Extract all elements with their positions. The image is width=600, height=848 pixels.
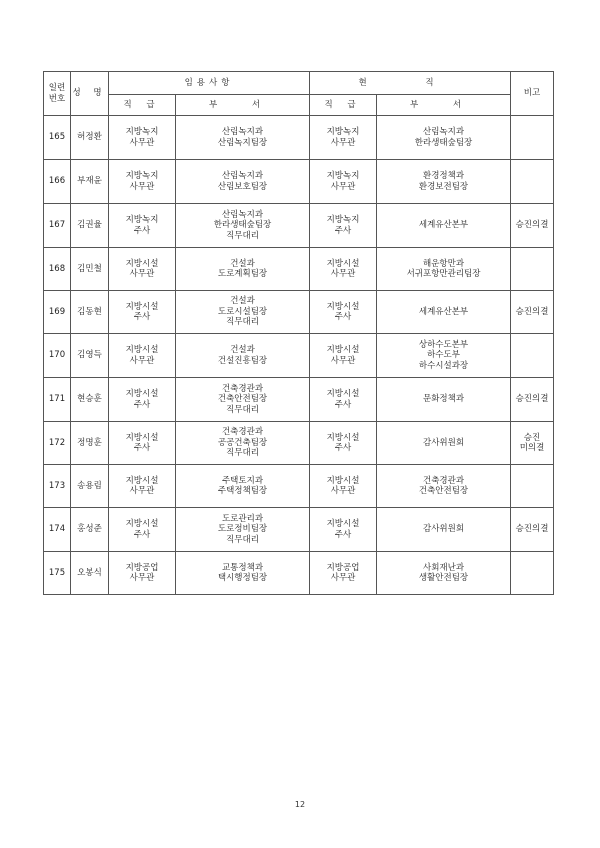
table-row [44, 508, 554, 552]
current-rank-cell [310, 160, 377, 204]
appointment-dept-line: 건축안전팀장 [217, 394, 268, 405]
current-dept-cell [377, 334, 511, 378]
current-rank-line: 주사 [334, 399, 352, 410]
current-dept-line: 세계유산본부 [418, 306, 469, 317]
appointment-dept-cell [176, 552, 310, 595]
serial-number-cell: 170 [44, 334, 71, 378]
appointment-rank-line: 지방녹지 [125, 171, 159, 181]
appointment-dept-line: 건축경관과 [221, 383, 264, 394]
appointment-dept-line: 직무대리 [226, 534, 259, 545]
appointment-rank-line: 사무관 [129, 486, 155, 496]
appointment-rank-line: 주사 [133, 399, 151, 410]
current-dept-cell [377, 378, 511, 422]
appointment-rank-line: 지방시설 [125, 345, 159, 355]
appointment-dept-cell [176, 160, 310, 204]
current-dept-line: 건축경관과 [422, 475, 465, 486]
note-line: 승진의결 [515, 220, 549, 231]
note-cell [511, 248, 554, 291]
appointment-dept-cell [176, 465, 310, 508]
current-dept-line: 환경정책과 [422, 171, 465, 181]
appointment-dept-cell [176, 334, 310, 378]
note-cell [511, 291, 554, 334]
current-rank-line: 사무관 [330, 181, 356, 192]
appointment-rank-cell [109, 552, 176, 595]
appointment-rank-line: 주사 [133, 529, 151, 540]
page-number: 12 [294, 800, 306, 809]
appointment-dept-line: 주택정책팀장 [217, 486, 268, 496]
appointment-dept-line: 공공건축팀장 [217, 437, 268, 448]
appointment-rank-line: 지방녹지 [125, 215, 159, 225]
current-rank-line: 지방녹지 [326, 127, 360, 137]
table-row [44, 248, 554, 291]
serial-number-cell: 165 [44, 116, 71, 160]
table-row [44, 422, 554, 465]
appointment-rank-line: 지방시설 [125, 258, 159, 269]
current-rank-line: 지방공업 [326, 562, 360, 573]
current-dept-cell [377, 508, 511, 552]
current-rank-line: 사무관 [330, 486, 356, 496]
appointment-rank-cell [109, 422, 176, 465]
current-dept-line: 하수시설과장 [418, 360, 469, 371]
person-name-cell: 김민철 [71, 248, 109, 291]
appointment-dept-line: 산림보호팀장 [217, 181, 268, 192]
current-rank-line: 지방시설 [326, 519, 360, 529]
current-rank-cell [310, 422, 377, 465]
appointment-rank-line: 사무관 [129, 181, 155, 192]
current-dept-line: 감사위원회 [422, 524, 465, 535]
current-rank-line: 사무관 [330, 573, 356, 583]
table-row [44, 465, 554, 508]
current-dept-line: 감사위원회 [422, 437, 465, 448]
note-cell [511, 508, 554, 552]
appointment-rank-line: 사무관 [129, 137, 155, 148]
current-rank-line: 사무관 [330, 269, 356, 279]
appointment-rank-line: 주사 [133, 312, 151, 322]
person-name-cell: 정명훈 [71, 422, 109, 465]
appointment-dept-cell [176, 248, 310, 291]
note-line: 미의결 [519, 443, 545, 453]
current-rank-line: 지방시설 [326, 258, 360, 269]
appointment-rank-line: 지방시설 [125, 389, 159, 399]
current-rank-header: 직 급 [310, 95, 377, 116]
current-dept-line: 하수도부 [427, 350, 460, 361]
appointment-dept-line: 도로관리과 [221, 513, 264, 524]
person-name-cell: 홍성준 [71, 508, 109, 552]
appointment-dept-line: 산림녹지과 [221, 127, 264, 137]
appointment-rank-line: 주사 [133, 225, 151, 236]
current-rank-line: 사무관 [330, 355, 356, 366]
appointment-dept-line: 직무대리 [226, 230, 259, 241]
appointment-rank-cell [109, 334, 176, 378]
current-dept-cell [377, 248, 511, 291]
current-rank-cell [310, 248, 377, 291]
appointment-rank-cell [109, 248, 176, 291]
current-rank-cell [310, 378, 377, 422]
current-dept-line: 사회재난과 [422, 562, 465, 573]
person-name-cell: 송용림 [71, 465, 109, 508]
current-rank-line: 지방녹지 [326, 171, 360, 181]
current-rank-line: 주사 [334, 312, 352, 322]
serial-number-cell: 175 [44, 552, 71, 595]
note-cell [511, 116, 554, 160]
appointment-dept-line: 건설과 [230, 296, 255, 307]
current-rank-cell [310, 552, 377, 595]
current-dept-cell [377, 160, 511, 204]
current-dept-line: 한라생태숲팀장 [414, 137, 473, 148]
table-body [44, 116, 554, 595]
note-line: 승진 [523, 432, 541, 443]
table-row [44, 116, 554, 160]
serial-number-cell: 168 [44, 248, 71, 291]
current-rank-line: 사무관 [330, 137, 356, 148]
current-dept-cell [377, 422, 511, 465]
appointment-rank-line: 지방시설 [125, 301, 159, 312]
appointment-rank-line: 지방시설 [125, 475, 159, 486]
personnel-table [43, 71, 554, 595]
current-dept-line: 세계유산본부 [418, 220, 469, 231]
current-rank-cell [310, 204, 377, 248]
serial-number-cell: 169 [44, 291, 71, 334]
current-dept-cell [377, 116, 511, 160]
note-cell [511, 334, 554, 378]
current-dept-line: 상하수도본부 [418, 339, 469, 350]
current-dept-line: 건축안전팀장 [418, 486, 469, 496]
current-rank-line: 지방시설 [326, 301, 360, 312]
serial-number-cell: 173 [44, 465, 71, 508]
current-rank-cell [310, 465, 377, 508]
header-row-top [44, 72, 554, 95]
current-dept-line: 환경보전팀장 [418, 181, 469, 192]
appointment-rank-cell [109, 291, 176, 334]
appointment-dept-line: 도로시설팀장 [217, 306, 268, 317]
note-cell [511, 378, 554, 422]
appointment-dept-line: 교통정책과 [221, 562, 264, 573]
appointment-rank-line: 지방공업 [125, 562, 159, 573]
note-cell [511, 204, 554, 248]
appointment-dept-cell [176, 508, 310, 552]
current-rank-line: 주사 [334, 529, 352, 540]
note-line: 승진의결 [515, 394, 549, 405]
current-rank-cell [310, 116, 377, 160]
current-rank-cell [310, 508, 377, 552]
appointment-dept-line: 직무대리 [226, 317, 259, 328]
current-dept-cell [377, 465, 511, 508]
table-row [44, 334, 554, 378]
appointment-dept-line: 산림녹지과 [221, 209, 264, 220]
note-line: 승진의결 [515, 524, 549, 535]
table-row [44, 160, 554, 204]
serial-number-cell: 171 [44, 378, 71, 422]
appointment-rank-line: 지방시설 [125, 519, 159, 529]
person-name-cell: 김권율 [71, 204, 109, 248]
note-cell [511, 552, 554, 595]
note-cell [511, 422, 554, 465]
appointment-dept-cell [176, 422, 310, 465]
appointment-dept-line: 건설과 [230, 258, 255, 269]
note-cell [511, 160, 554, 204]
appointment-rank-line: 주사 [133, 443, 151, 453]
appointment-rank-cell [109, 508, 176, 552]
current-dept-line: 산림녹지과 [422, 127, 465, 137]
current-rank-line: 주사 [334, 443, 352, 453]
current-rank-line: 주사 [334, 225, 352, 236]
note-cell [511, 465, 554, 508]
appointment-rank-header: 직 급 [109, 95, 176, 116]
appointment-dept-line: 산림녹지팀장 [217, 137, 268, 148]
note-header: 비고 [511, 72, 554, 116]
appointment-dept-line: 건설과 [230, 345, 255, 355]
appointment-dept-line: 도로계획팀장 [217, 269, 268, 279]
person-name-cell: 오봉식 [71, 552, 109, 595]
table-row [44, 552, 554, 595]
appointment-dept-header: 부 서 [176, 95, 310, 116]
appointment-rank-cell [109, 465, 176, 508]
person-name-cell: 현승훈 [71, 378, 109, 422]
current-dept-line: 문화정책과 [422, 394, 465, 405]
current-rank-line: 지방시설 [326, 345, 360, 355]
current-rank-line: 지방녹지 [326, 215, 360, 225]
current-dept-line: 생활안전팀장 [418, 573, 469, 583]
appointment-dept-line: 도로정비팀장 [217, 524, 268, 535]
current-position-header: 현 직 [310, 72, 511, 95]
current-dept-header: 부 서 [377, 95, 511, 116]
appointment-dept-line: 직무대리 [226, 404, 259, 415]
appointment-dept-line: 산림녹지과 [221, 171, 264, 181]
current-dept-line: 서귀포항만관리팀장 [406, 269, 481, 279]
current-rank-line: 지방시설 [326, 389, 360, 399]
appointment-rank-cell [109, 204, 176, 248]
appointment-rank-line: 사무관 [129, 269, 155, 279]
appointment-dept-cell [176, 116, 310, 160]
appointment-rank-line: 지방시설 [125, 432, 159, 443]
appointment-rank-line: 사무관 [129, 573, 155, 583]
current-dept-cell [377, 552, 511, 595]
header-row-sub [44, 95, 554, 116]
person-name-cell: 김영득 [71, 334, 109, 378]
appointment-dept-line: 주택토지과 [221, 475, 264, 486]
serial-number-cell: 172 [44, 422, 71, 465]
appointment-dept-cell [176, 378, 310, 422]
serial-number-cell: 167 [44, 204, 71, 248]
appointment-dept-line: 직무대리 [226, 448, 259, 459]
current-dept-line: 해운항만과 [422, 258, 465, 269]
appointment-rank-cell [109, 378, 176, 422]
table-row [44, 291, 554, 334]
serial-number-cell: 166 [44, 160, 71, 204]
person-name-cell: 허정환 [71, 116, 109, 160]
appointment-header: 임용사항 [109, 72, 310, 95]
appointment-dept-cell [176, 204, 310, 248]
person-name-cell: 부재윤 [71, 160, 109, 204]
appointment-dept-line: 택시행정팀장 [217, 573, 268, 583]
note-line: 승진의결 [515, 306, 549, 317]
serial-number-header: 일련 번호 [44, 72, 71, 116]
appointment-rank-line: 지방녹지 [125, 127, 159, 137]
appointment-dept-line: 한라생태숲팀장 [213, 220, 272, 231]
appointment-dept-line: 건축경관과 [221, 427, 264, 438]
current-dept-cell [377, 204, 511, 248]
serial-number-cell: 174 [44, 508, 71, 552]
current-rank-line: 지방시설 [326, 432, 360, 443]
current-rank-line: 지방시설 [326, 475, 360, 486]
person-name-cell: 김동현 [71, 291, 109, 334]
appointment-rank-cell [109, 116, 176, 160]
table-row [44, 378, 554, 422]
appointment-rank-cell [109, 160, 176, 204]
name-header: 성 명 [71, 72, 109, 116]
appointment-dept-line: 건설진흥팀장 [217, 355, 268, 366]
current-dept-cell [377, 291, 511, 334]
table-row [44, 204, 554, 248]
current-rank-cell [310, 334, 377, 378]
current-rank-cell [310, 291, 377, 334]
appointment-dept-cell [176, 291, 310, 334]
appointment-rank-line: 사무관 [129, 355, 155, 366]
